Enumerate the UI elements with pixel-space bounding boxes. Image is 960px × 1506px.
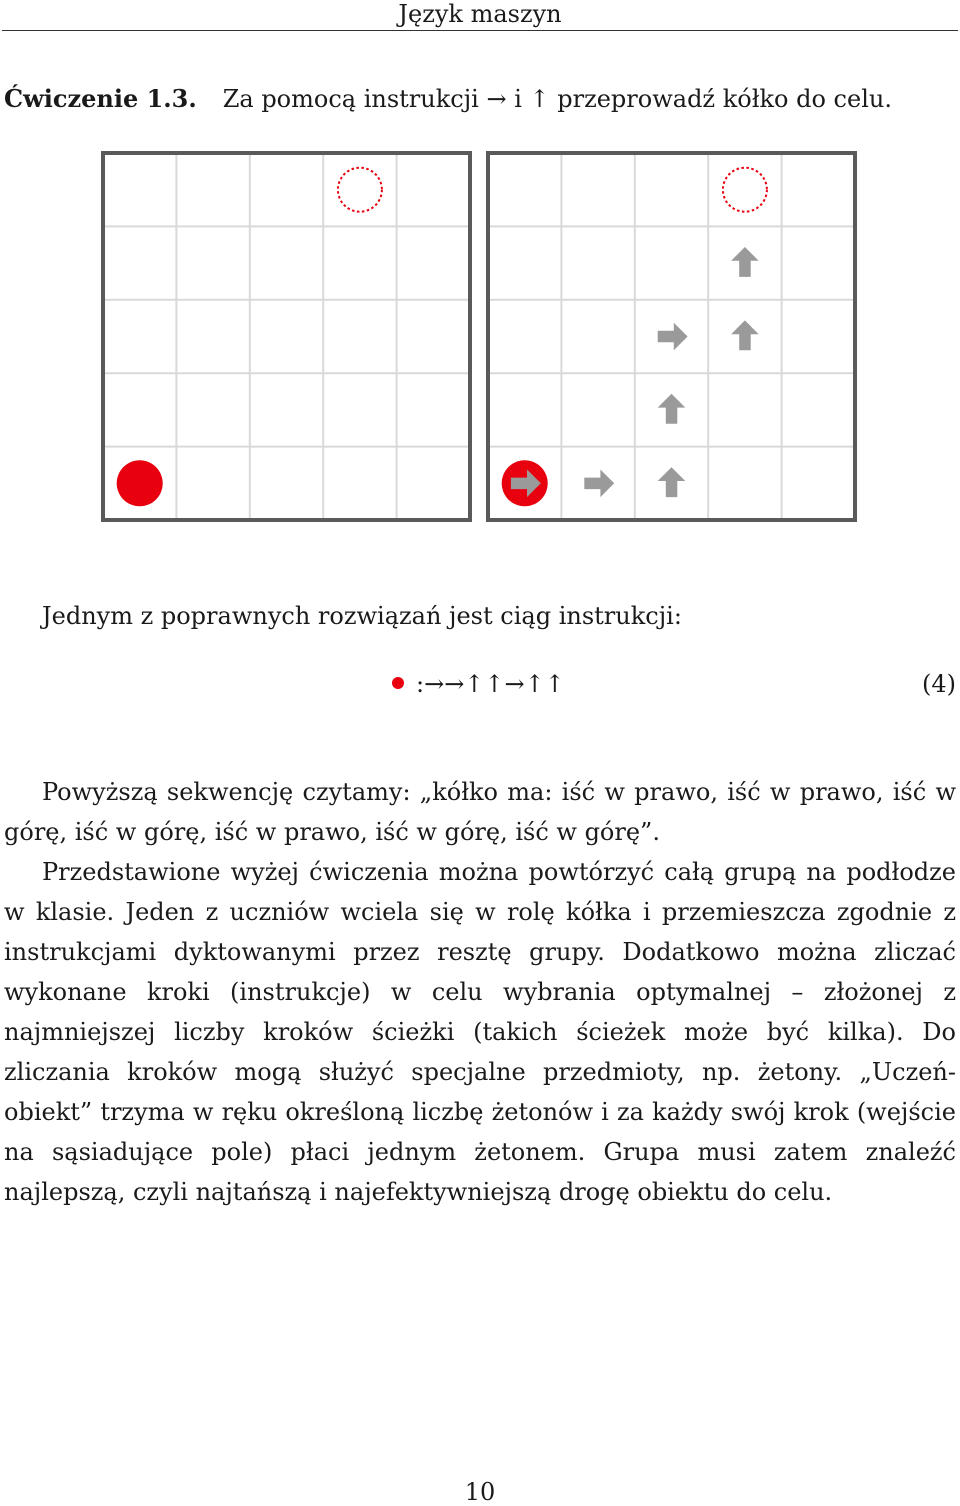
exercise-number: Ćwiczenie 1.3. [4,84,197,113]
page-number: 10 [464,1478,496,1506]
target-circle-icon [338,168,382,212]
ball-icon [117,460,163,506]
arrow-up-icon [658,467,686,497]
running-header: Język maszyn [398,0,562,28]
exercise-text: Za pomocą instrukcji → i ↑ przeprowadź kółko do celu. [222,85,892,113]
paragraph-classroom: Przedstawione wyżej ćwiczenia można powtórzyć całą grupą na podłodze w klasie. Jeden z uczniów wciela się w rolę kółka i przemieszcza zgodnie z instrukcjami dyktowanymi przez resztę grupy. Dodatkowo można zliczać wykonane kroki (instrukcje) w celu wybrania optymalnej – złożonej z najmniejszej liczby kroków ścieżki (takich ścieżek może być kilka). Do zliczania kroków mogą służyć specjalne przedmioty, np. żetony. „Uczeń-obiekt” trzyma w ręku określoną liczbę żetonów i za każdy swój krok (wejście na sąsiadujące pole) płaci jednym żetonem. Grupa musi zatem znaleźć najlepszą, czyli najtańszą i najefektywniejszą drogę obiektu do celu. [4,858,956,1206]
arrow-right-icon [658,323,688,351]
ball-bullet-icon [392,677,404,689]
arrow-up-icon [731,320,759,350]
instruction-sequence [392,670,565,698]
boards-figure [0,0,960,540]
sequence-text: :→→↑↑→↑↑ [416,670,565,698]
board-right [488,153,855,520]
arrow-up-icon [658,394,686,424]
board-border [103,153,470,520]
board-left [103,153,470,520]
target-circle-icon [723,168,767,212]
paragraph-reading: Powyższą sekwencję czytamy: „kółko ma: iść w prawo, iść w prawo, iść w górę, iść w górę, iść w prawo, iść w górę, iść w górę”. [4,778,956,846]
equation-number: (4) [922,670,956,698]
arrow-up-icon [731,247,759,277]
arrow-right-icon [584,470,614,498]
solution-intro: Jednym z poprawnych rozwiązań jest ciąg instrukcji: [42,602,682,630]
